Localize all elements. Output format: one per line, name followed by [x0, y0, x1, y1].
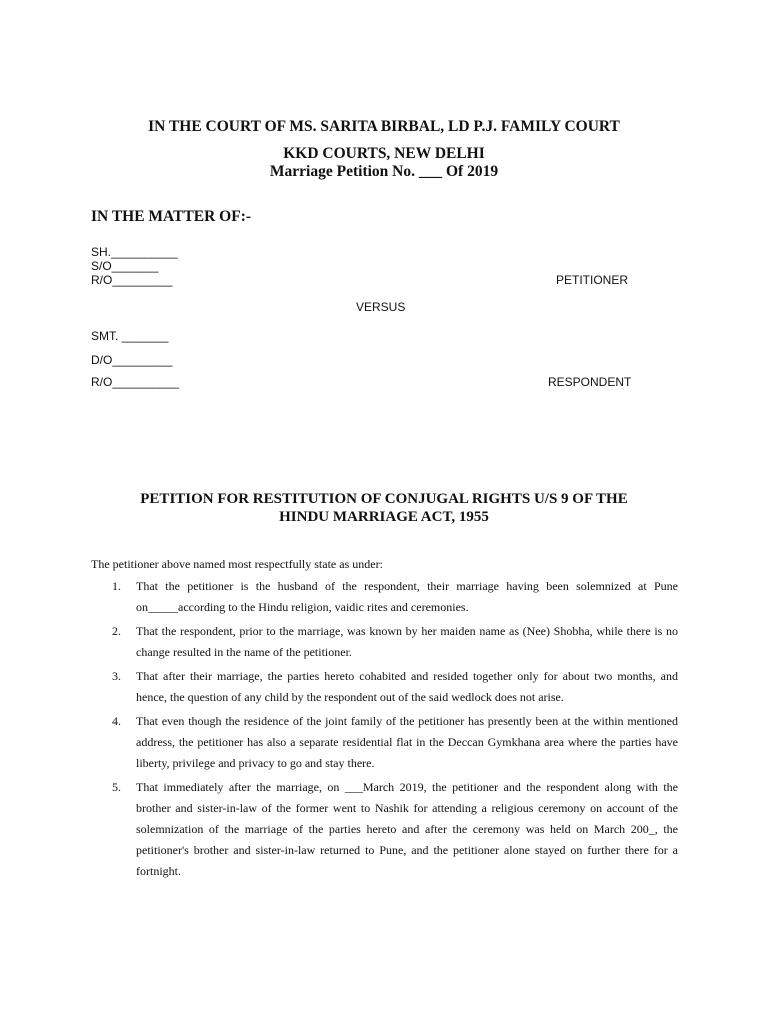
- paragraph-text: That the petitioner is the husband of the respondent, their marriage having been solemnized at Pune on_____according to the Hindu religion, vaidic rites and ceremonies.: [136, 579, 678, 614]
- petitioner-name: SH.__________: [91, 245, 178, 259]
- paragraph-number: 3.: [112, 669, 121, 683]
- paragraph-item: [112, 777, 678, 882]
- paragraph-number: 1.: [112, 579, 121, 593]
- respondent-name: SMT. _______: [91, 329, 169, 343]
- petition-title-line2: HINDU MARRIAGE ACT, 1955: [279, 509, 489, 525]
- respondent-father: D/O_________: [91, 353, 173, 367]
- court-heading: IN THE COURT OF MS. SARITA BIRBAL, LD P.J. FAMILY COURT: [148, 118, 620, 135]
- paragraph-number: 4.: [112, 714, 121, 728]
- paragraph-item: [112, 576, 678, 618]
- paragraph-item: [112, 621, 678, 663]
- paragraph-text: That the respondent, prior to the marriage, was known by her maiden name as (Nee) Shobha, while there is no change resulted in the name of the petitioner.: [136, 624, 678, 659]
- paragraph-list: [112, 576, 678, 885]
- paragraph-number: 2.: [112, 624, 121, 638]
- paragraph-item: [112, 666, 678, 708]
- petition-title-line1: PETITION FOR RESTITUTION OF CONJUGAL RIGHTS U/S 9 OF THE: [140, 491, 628, 507]
- respondent-label: RESPONDENT: [548, 375, 632, 389]
- intro-text: The petitioner above named most respectfully state as under:: [91, 557, 383, 571]
- paragraph-text: That immediately after the marriage, on ___March 2019, the petitioner and the respondent along with the brother and sister-in-law of the former went to Nashik for attending a religious ceremony on account of the solemnization of the marriage of the parties hereto and after the ceremony was held on March 200_, the petitioner's brother and sister-in-law returned to Pune, and the petitioner alone stayed on further there for a fortnight.: [136, 780, 678, 878]
- petitioner-father: S/O_______: [91, 259, 159, 273]
- petition-number: Marriage Petition No. ___ Of 2019: [269, 163, 499, 180]
- matter-heading: IN THE MATTER OF:-: [91, 208, 252, 225]
- court-location: KKD COURTS, NEW DELHI: [283, 145, 485, 162]
- paragraph-item: [112, 711, 678, 774]
- petitioner-residence: R/O_________: [91, 273, 173, 287]
- paragraph-number: 5.: [112, 780, 121, 794]
- paragraph-text: That after their marriage, the parties hereto cohabited and resided together only for about two months, and hence, the question of any child by the respondent out of the said wedlock does not arise.: [136, 669, 678, 704]
- versus-label: VERSUS: [356, 300, 406, 314]
- petitioner-label: PETITIONER: [556, 273, 629, 287]
- paragraph-text: That even though the residence of the joint family of the petitioner has presently been at the within mentioned address, the petitioner has also a separate residential flat in the Deccan Gymkhana area where the parties have liberty, privilege and privacy to go and stay there.: [136, 714, 678, 770]
- respondent-residence: R/O__________: [91, 375, 180, 389]
